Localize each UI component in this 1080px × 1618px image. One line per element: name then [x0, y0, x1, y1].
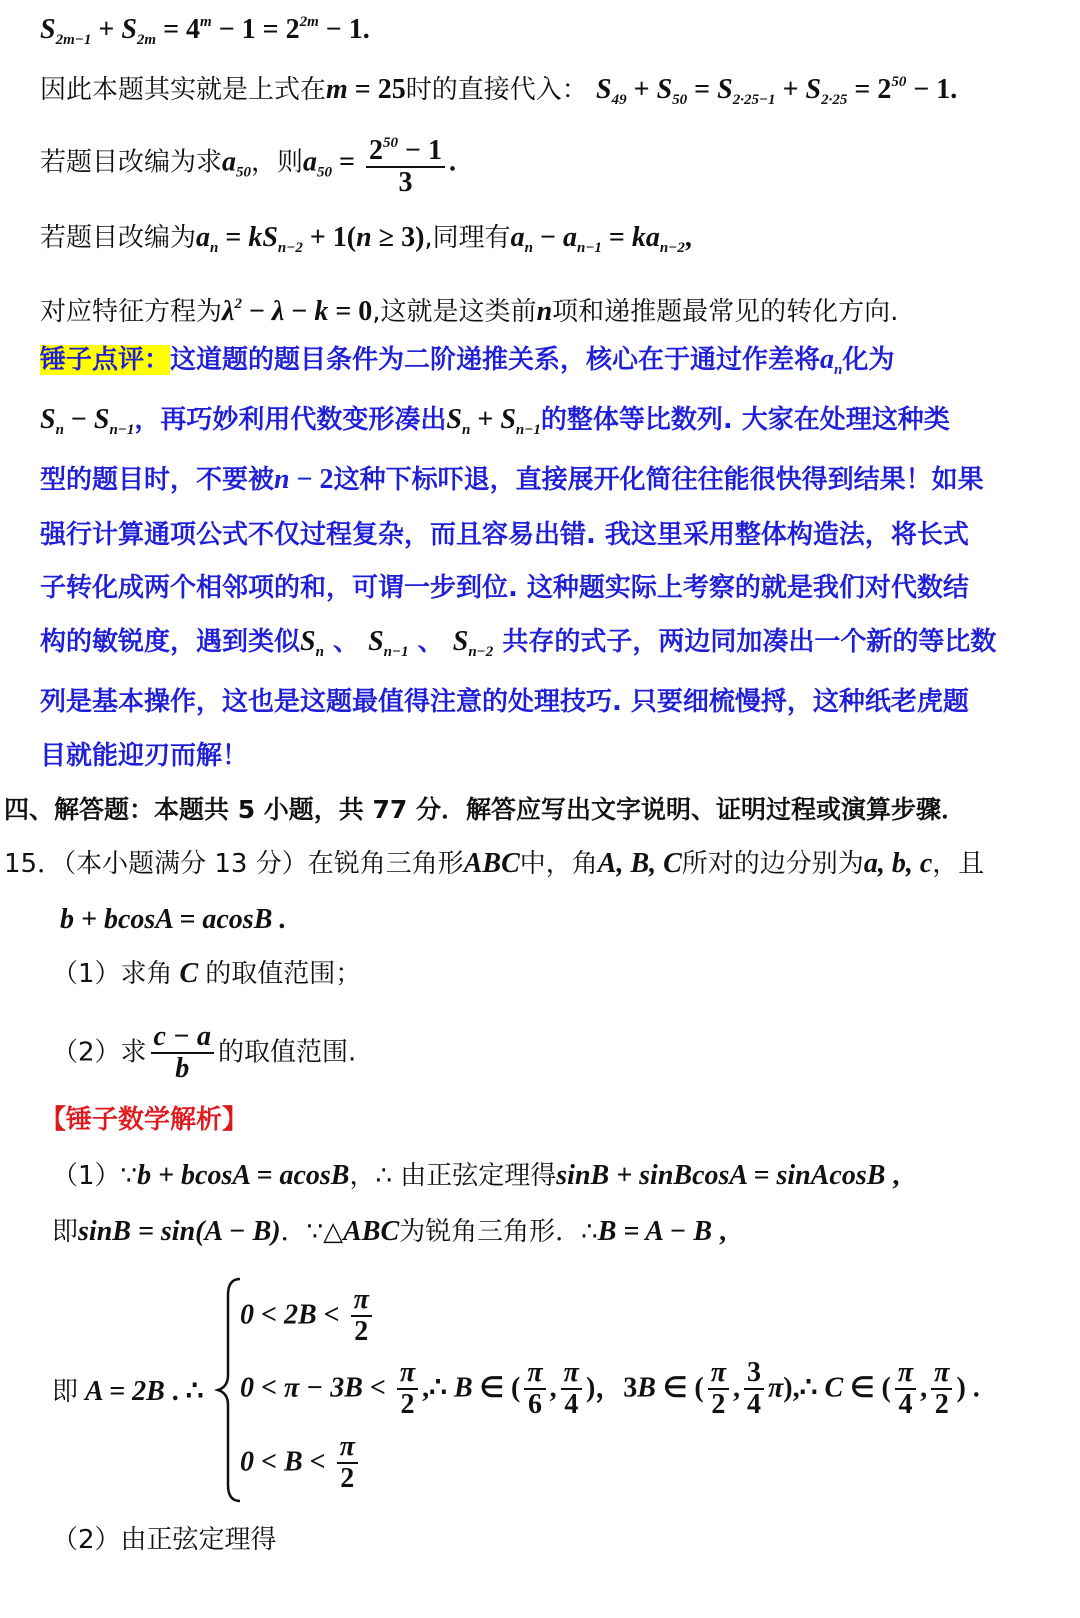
- comment-line-1: 锤子点评：这道题的题目条件为二阶递推关系，核心在于通过作差将$a_n$化为: [40, 344, 895, 378]
- question-part-1: （1）求角 C 的取值范围；: [52, 958, 362, 989]
- fraction: $\frac{2^{50} - 1}{3}$: [366, 128, 445, 198]
- section-heading: 四、解答题：本题共 5 小题，共 77 分．解答应写出文字说明、证明过程或演算步骤．: [4, 795, 967, 824]
- text-line-4: 若题目改编为$a_n = kS_{n-2} + 1(n \ge 3)$,同理有$a_n - a_{n-1} = ka_{n-2}$,: [40, 222, 692, 256]
- solution-line-3: 即 A = 2B . ∴: [52, 1376, 204, 1407]
- system-row-2: 0 < π − 3B < $\frac{\pi}{2}$ ,∴ B ∈ ( $\frac{\pi}{6}$ , $\frac{\pi}{4}$ )，3B ∈ ( $\frac{\pi}{2}$ , $\frac{3}{4}$ π),∴ C ∈ ( $\frac{\pi}{4}$ , $\frac{\pi}{2}$ ) .: [240, 1357, 980, 1420]
- text-line-3: 若题目改编为求$a_{50}$，则$a_{50}$ = $\frac{2^{50} - 1}{3}$ .: [40, 128, 456, 198]
- comment-label: 锤子点评：: [40, 345, 171, 375]
- comment-line-2: $S_n - S_{n-1}$，再巧妙利用代数变形凑出$S_n + S_{n-1}$的整体等比数列. 大家在处理这种类: [40, 404, 950, 438]
- text-line-2: 因此本题其实就是上式在m = 25时的直接代入： $S_{49} + S_{50} = S_{2\cdot 25-1} + S_{2\cdot 25} = 2^{50} - 1$.: [40, 74, 958, 108]
- comment-line-4: 强行计算通项公式不仅过程复杂，而且容易出错. 我这里采用整体构造法，将长式: [40, 520, 969, 550]
- solution-line-4: （2）由正弦定理得: [52, 1525, 277, 1555]
- fraction: $\frac{c - a}{b}$: [151, 1022, 214, 1084]
- comment-line-5: 子转化成两个相邻项的和，可谓一步到位. 这种题实际上考察的就是我们对代数结: [40, 573, 969, 603]
- solution-line-2: 即sinB = sin(A − B)．∵△ABC为锐角三角形．∴B = A − B ,: [52, 1216, 727, 1247]
- solution-line-1: （1）∵b + bcosA = acosB，∴ 由正弦定理得sinB + sinBcosA = sinAcosB ,: [52, 1160, 900, 1191]
- solution-header: 【锤子数学解析】: [40, 1105, 249, 1135]
- question-15: 15．（本小题满分 13 分）在锐角三角形ABC中，角A, B, C所对的边分别为a, b, c，且: [4, 848, 985, 879]
- text-line-5: 对应特征方程为$\lambda^2 - \lambda - k = 0$,这就是这类前n项和递推题最常见的转化方向.: [40, 296, 899, 327]
- comment-line-3: 型的题目时，不要被n − 2这种下标吓退，直接展开化简往往能很快得到结果！如果: [40, 464, 984, 495]
- question-condition: b + bcosA = acosB .: [60, 904, 287, 935]
- system-row-1: 0 < 2B < $\frac{\pi}{2}$: [240, 1285, 376, 1347]
- comment-line-6: 构的敏锐度，遇到类似$S_n$ 、 $S_{n-1}$ 、 $S_{n-2}$ 共存的式子，两边同加凑出一个新的等比数: [40, 626, 997, 660]
- system-row-3: 0 < B < $\frac{\pi}{2}$: [240, 1432, 362, 1494]
- question-part-2: （2）求 $\frac{c - a}{b}$ 的取值范围.: [52, 1021, 357, 1084]
- comment-line-8: 目就能迎刃而解！: [40, 741, 249, 771]
- formula-line-1: $S_{2m-1} + S_{2m} = 4^m - 1 = 2^{2m} - 1$.: [40, 14, 370, 48]
- comment-line-7: 列是基本操作，这也是这题最值得注意的处理技巧. 只要细梳慢捋，这种纸老虎题: [40, 687, 969, 717]
